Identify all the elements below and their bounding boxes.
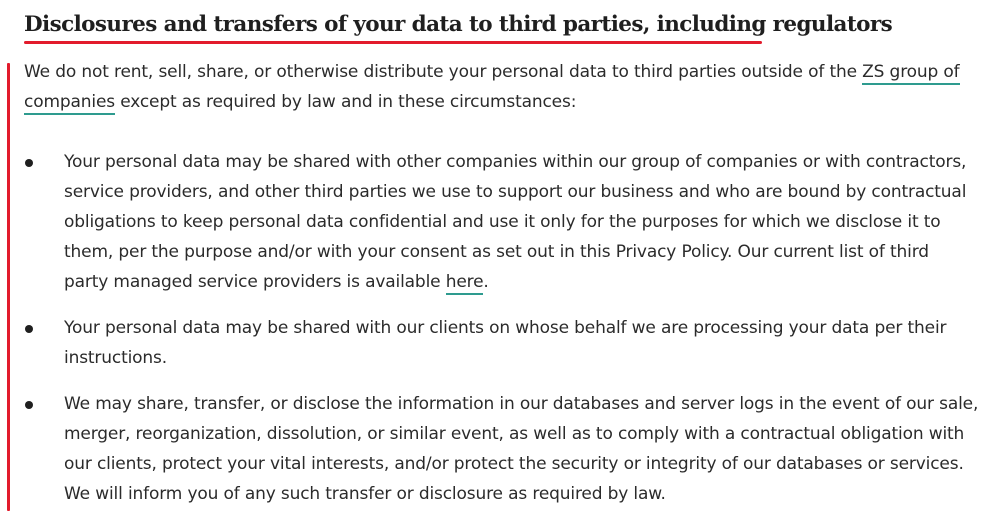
bullet-2-line-1: Your personal data may be shared with our clients on whose behalf we are processing your data per their	[64, 318, 947, 338]
disclosure-bullet-list	[24, 147, 984, 509]
bullet-icon	[25, 401, 33, 409]
bullet-1-line-3: obligations to keep personal data confidential and use it only for the purposes for which we disclose it to	[64, 212, 941, 232]
heading-underline-accent	[24, 41, 762, 44]
bullet-2-line-2: instructions.	[64, 348, 168, 368]
bullet-icon	[25, 325, 33, 333]
zs-group-link-part-2[interactable]: companies	[24, 92, 115, 115]
bullet-1-line-4: them, per the purpose and/or with your consent as set out in this Privacy Policy. Our current list of third	[64, 242, 929, 262]
intro-line-2	[24, 87, 984, 117]
bullet-3-line-3: our clients, protect your vital interests, and/or protect the security or integrity of our databases or services.	[64, 454, 964, 474]
service-providers-here-link[interactable]: here	[446, 272, 484, 295]
bullet-item-3	[24, 389, 984, 509]
bullet-1-line-1: Your personal data may be shared with other companies within our group of companies or with contractors,	[64, 152, 967, 172]
intro-paragraph	[24, 57, 984, 117]
bullet-item-2	[24, 313, 984, 373]
intro-text-after-link: except as required by law and in these circumstances:	[114, 92, 577, 112]
bullet-3-line-2: merger, reorganization, dissolution, or similar event, as well as to comply with a contractual obligation with	[64, 424, 965, 444]
intro-text-before-link: We do not rent, sell, share, or otherwise distribute your personal data to third parties outside of the	[24, 62, 863, 82]
intro-line-1	[24, 57, 984, 87]
section-content	[24, 57, 984, 525]
bullet-3-line-4: We will inform you of any such transfer or disclosure as required by law.	[64, 484, 666, 504]
bullet-1-text-after-link: .	[483, 272, 489, 292]
section-heading-wrap	[24, 10, 892, 40]
bullet-3-line-1: We may share, transfer, or disclose the information in our databases and server logs in the event of our sale,	[64, 394, 979, 414]
bullet-1-line-5	[64, 267, 984, 297]
left-accent-bar	[7, 63, 10, 511]
bullet-icon	[25, 159, 33, 167]
section-heading: Disclosures and transfers of your data to third parties, including regulators	[24, 12, 893, 37]
zs-group-link-part-1[interactable]: ZS group of	[862, 62, 959, 85]
bullet-1-text-before-link: party managed service providers is available	[64, 272, 446, 292]
bullet-item-1	[24, 147, 984, 297]
bullet-1-line-2: service providers, and other third parties we use to support our business and who are bound by contractual	[64, 182, 967, 202]
